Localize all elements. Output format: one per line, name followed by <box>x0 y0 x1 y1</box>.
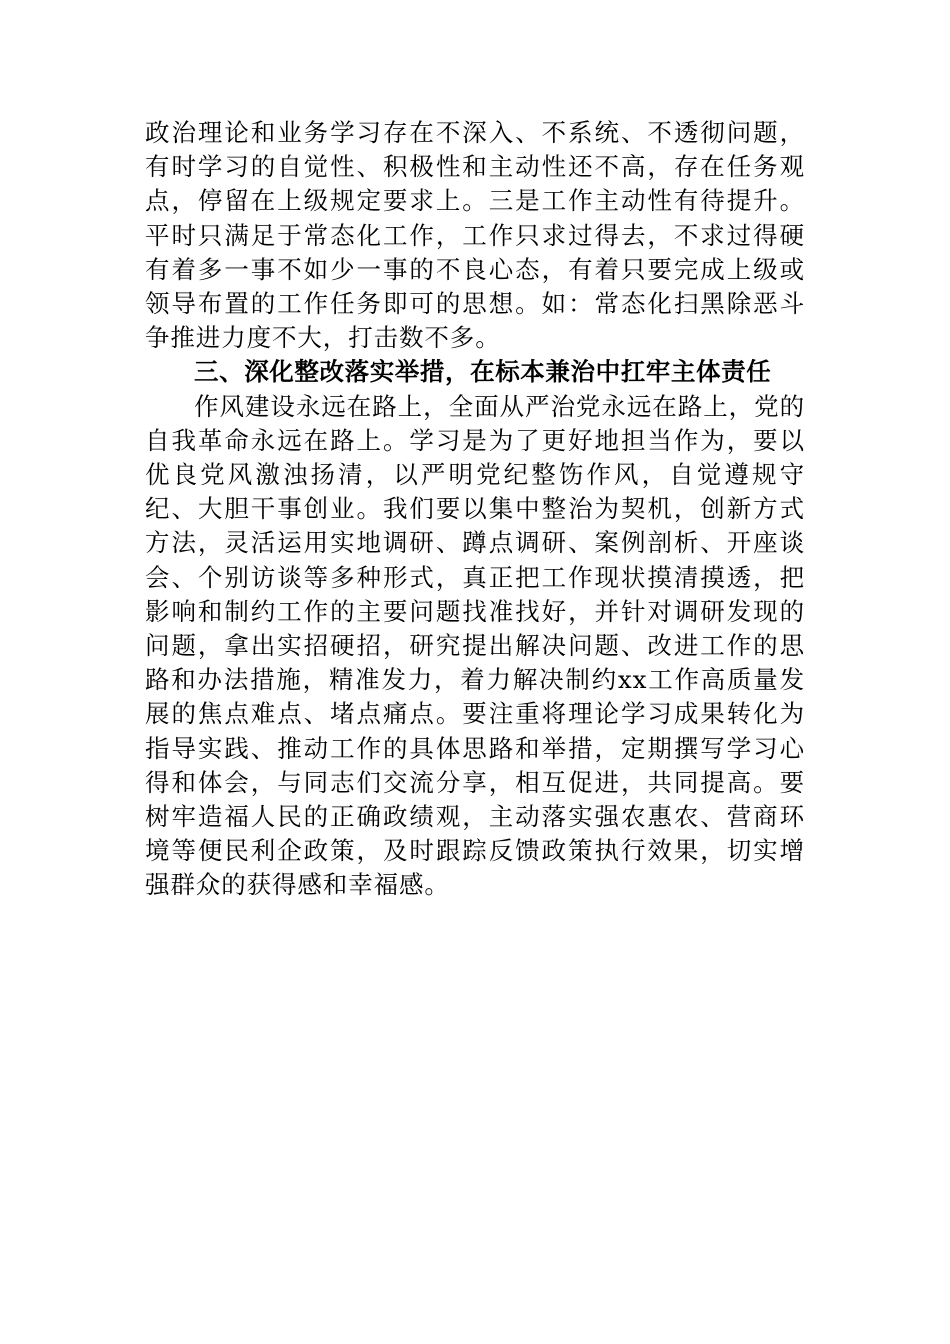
document-body <box>145 116 805 903</box>
continuation-paragraph: 政治理论和业务学习存在不深入、不系统、不透彻问题，有时学习的自觉性、积极性和主动性还不高，存在任务观点，停留在上级规定要求上。三是工作主动性有待提升。平时只满足于常态化工作，工作只求过得去，不求过得硬有着多一事不如少一事的不良心态，有着只要完成上级或领导布置的工作任务即可的思想。如：常态化扫黑除恶斗争推进力度不大，打击数不多。 <box>145 118 805 353</box>
section-body-paragraph: 作风建设永远在路上，全面从严治党永远在路上，党的自我革命永远在路上。学习是为了更好地担当作为，要以优良党风激浊扬清，以严明党纪整饬作风，自觉遵规守纪、大胆干事创业。我们要以集中整治为契机，创新方式方法，灵活运用实地调研、蹲点调研、案例剖析、开座谈会、个别访谈等多种形式，真正把工作现状摸清摸透，把影响和制约工作的主要问题找准找好，并针对调研发现的问题，拿出实招硬招，研究提出解决问题、改进工作的思路和办法措施，精准发力，着力解决制约xx工作高质量发展的焦点难点、堵点痛点。要注重将理论学习成果转化为指导实践、推动工作的具体思路和举措，定期撰写学习心得和体会，与同志们交流分享，相互促进，共同提高。要树牢造福人民的正确政绩观，主动落实强农惠农、营商环境等便民利企政策，及时跟踪反馈政策执行效果，切实增强群众的获得感和幸福感。 <box>145 391 805 900</box>
section-heading: 三、深化整改落实举措，在标本兼治中扛牢主体责任 <box>194 357 772 387</box>
